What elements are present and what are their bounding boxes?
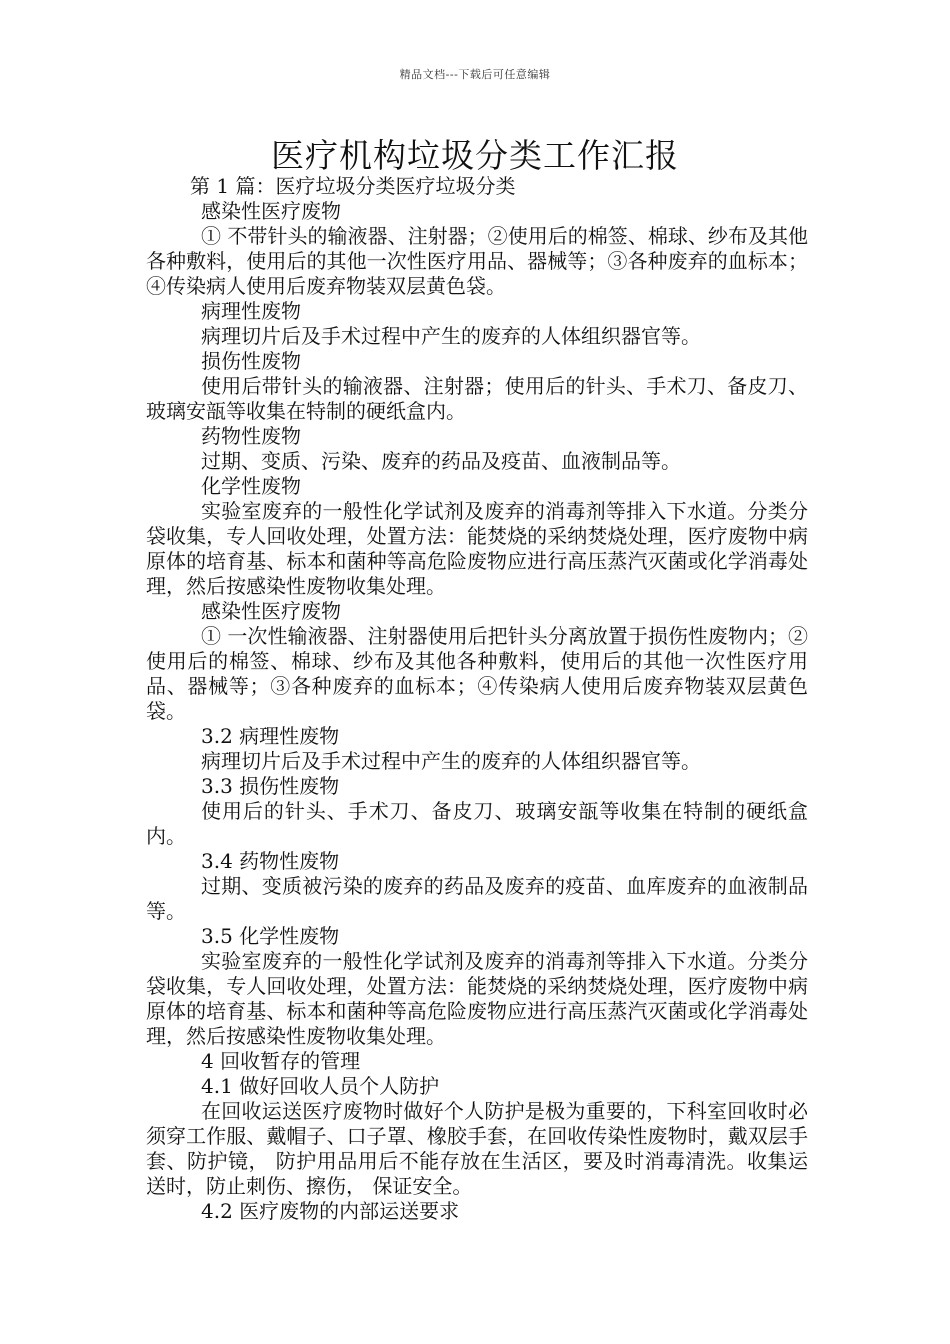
body-paragraph: 过期、变质被污染的废弃的药品及废弃的疫苗、血库废弃的血液制品等。 (146, 874, 808, 923)
section-heading: 药物性废物 (201, 424, 301, 448)
section-heading: 感染性医疗废物 (201, 599, 341, 623)
body-paragraph: ① 一次性输液器、注射器使用后把针头分离放置于损伤性废物内；②使用后的棉签、棉球、纱布及其他各种敷料，使用后的其他一次性医疗用品、器械等；③各种废弃的血标本；④传染病人使用后废弃物装双层黄色袋。 (146, 624, 808, 723)
body-paragraph: 过期、变质、污染、废弃的药品及疫苗、血液制品等。 (201, 449, 681, 473)
document-title: 医疗机构垃圾分类工作汇报 (271, 136, 679, 175)
section-heading: 3.5 化学性废物 (201, 924, 340, 948)
chapter-heading: 第 1 篇：医疗垃圾分类医疗垃圾分类 (190, 174, 516, 198)
content-blocks (146, 199, 808, 1224)
section-heading: 4 回收暂存的管理 (201, 1049, 361, 1073)
body-paragraph: ① 不带针头的输液器、注射器；②使用后的棉签、棉球、纱布及其他各种敷料，使用后的其他一次性医疗用品、器械等；③各种废弃的血标本；④传染病人使用后废弃物装双层黄色袋。 (146, 224, 808, 298)
document-body (146, 174, 808, 1224)
body-paragraph: 使用后带针头的输液器、注射器；使用后的针头、手术刀、备皮刀、玻璃安瓿等收集在特制的硬纸盒内。 (146, 374, 808, 423)
body-paragraph: 使用后的针头、手术刀、备皮刀、玻璃安瓿等收集在特制的硬纸盒内。 (146, 799, 808, 848)
body-paragraph: 实验室废弃的一般性化学试剂及废弃的消毒剂等排入下水道。分类分袋收集，专人回收处理，处置方法：能焚烧的采纳焚烧处理，医疗废物中病原体的培育基、标本和菌种等高危险废物应进行高压蒸汽灭菌或化学消毒处理，然后按感染性废物收集处理。 (146, 949, 808, 1048)
section-heading: 感染性医疗废物 (201, 199, 341, 223)
section-heading: 病理性废物 (201, 299, 301, 323)
body-paragraph: 病理切片后及手术过程中产生的废弃的人体组织器官等。 (201, 749, 701, 773)
body-paragraph: 病理切片后及手术过程中产生的废弃的人体组织器官等。 (201, 324, 701, 348)
section-heading: 3.2 病理性废物 (201, 724, 340, 748)
body-paragraph: 实验室废弃的一般性化学试剂及废弃的消毒剂等排入下水道。分类分袋收集，专人回收处理，处置方法：能焚烧的采纳焚烧处理，医疗废物中病原体的培育基、标本和菌种等高危险废物应进行高压蒸汽灭菌或化学消毒处理，然后按感染性废物收集处理。 (146, 499, 808, 598)
section-heading: 3.3 损伤性废物 (201, 774, 340, 798)
page-header-note: 精品文档---下载后可任意编辑 (399, 68, 551, 81)
section-heading: 4.1 做好回收人员个人防护 (201, 1074, 440, 1098)
section-heading: 3.4 药物性废物 (201, 849, 340, 873)
body-paragraph: 在回收运送医疗废物时做好个人防护是极为重要的，下科室回收时必须穿工作服、戴帽子、口子罩、橡胶手套，在回收传染性废物时，戴双层手套、防护镜， 防护用品用后不能存放在生活区，要及时消毒清洗。收集运送时，防止刺伤、擦伤， 保证安全。 (146, 1099, 808, 1198)
section-heading: 损伤性废物 (201, 349, 301, 373)
section-heading: 化学性废物 (201, 474, 301, 498)
section-heading: 4.2 医疗废物的内部运送要求 (201, 1199, 460, 1223)
